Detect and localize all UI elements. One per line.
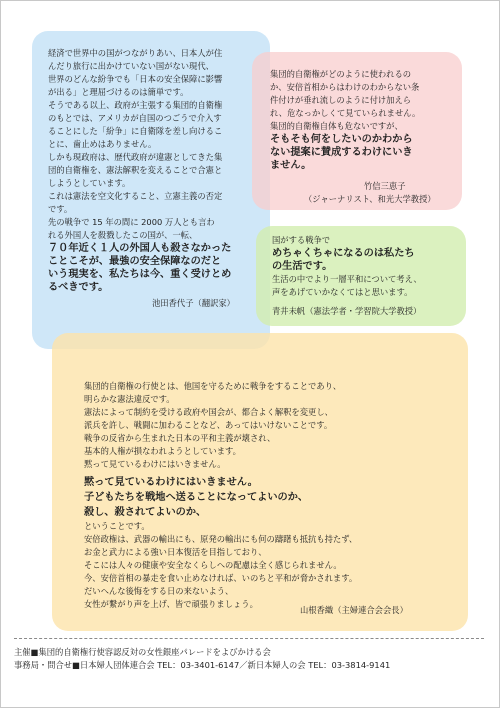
pink-text-line: 集団的自衛権自体も危ないですが、 <box>270 121 403 131</box>
footer-contact: 事務局・問合せ■日本婦人団体連合会 TEL：03-3401-6147／新日本婦人の会 TEL：03-3814-9141 <box>14 660 391 670</box>
pink-signature-title: （ジャーナリスト、和光大学教授） <box>304 194 436 204</box>
yellow-text-line: 基本的人権が損なわれようとしています。 <box>84 446 241 456</box>
blue-bold-line: いう現実を、私たちは今、重く受けとめ <box>48 269 232 280</box>
yellow-text-line: 集団的自衛権の行使とは、他国を守るために戦争をすることであり、 <box>84 381 342 391</box>
yellow-text-line: そこには人々の健康や安全なくらしへの配慮は全く感じられません。 <box>84 560 342 570</box>
yellow-text-line: 今、安倍首相の暴走を食い止めなければ、いのちと平和が脅かされます。 <box>84 573 358 583</box>
yellow-bold-line: 黙って見ているわけにはいきません。 <box>84 477 258 488</box>
blue-bold-line: ７０年近く１人の外国人も殺さなかった <box>48 243 232 254</box>
blue-bold-line: ことこそが、最強の安全保障なのだと <box>48 256 222 267</box>
blue-text-line: 世界のどんな紛争でも「日本の安全保障に影響 <box>48 74 223 84</box>
footer-organizer: 主催■集団的自衛権行使容認反対の女性銀座パレードをよびかける会 <box>14 647 271 657</box>
pink-bold-line: そもそも何をしたいのかわから <box>270 134 413 145</box>
blue-text-line: が出る」と理屈づけるのは簡単です。 <box>48 87 189 97</box>
yellow-text-line: ということです。 <box>84 521 150 531</box>
green-bold-line: の生活です。 <box>272 261 333 272</box>
yellow-bold-line: 子どもたちを戦地へ送ることになってよいのか、 <box>84 492 309 503</box>
green-signature: 青井未帆（憲法学者・学習院大学教授） <box>272 306 422 316</box>
footer <box>14 638 484 672</box>
yellow-text-line: だいへんな後悔をする日の来ないよう、 <box>84 586 234 596</box>
yellow-box-text <box>84 380 357 611</box>
pink-text-line: れ、危なっかしくて見ていられません。 <box>270 108 421 118</box>
blue-text-line: のもとでは、アメリカが自国のつごうで介入す <box>48 113 222 123</box>
blue-text-line: しかも現政府は、歴代政府が違憲としてきた集 <box>48 152 223 162</box>
green-bold-line: めちゃくちゃになるのは私たち <box>272 248 415 259</box>
yellow-text-line: 女性が繋がり声を上げ、皆で頑張りましょう。 <box>84 599 258 609</box>
blue-box-text <box>48 47 231 294</box>
pink-text-line: 集団的自衛権がどのように使われるの <box>270 69 412 79</box>
blue-text-line: れる外国人を殺戮したこの国が、一転、 <box>48 230 198 240</box>
yellow-text-line: 明らかな憲法違反です。 <box>84 394 175 404</box>
blue-text-line: 団的自衛権を、憲法解釈を変えることで合憲と <box>48 165 223 175</box>
blue-text-line: ることにした「紛争」に自衛隊を差し向けるこ <box>48 126 223 136</box>
pink-text-line: か、安倍首相からはわけのわからない条 <box>270 82 420 92</box>
blue-text-line: です。 <box>48 204 73 214</box>
pink-signature-name: 竹信三恵子 <box>364 181 406 191</box>
green-text-line: 声をあげていかなくてはと思います。 <box>272 287 413 297</box>
yellow-text-line: 憲法によって制約を受ける政府や国会が、都合よく解釈を変更し、 <box>84 407 333 417</box>
yellow-signature: 山根香織（主婦連合会会長） <box>300 605 408 615</box>
blue-text-line: 先の戦争で 15 年の間に 2000 万人とも言わ <box>48 217 215 227</box>
yellow-text-line: お金と武力による強い日本復活を目指しており、 <box>84 547 267 557</box>
pink-box-text <box>270 68 420 172</box>
pink-text-line: 件付けが垂れ流しのように付け加えら <box>270 95 412 105</box>
blue-text-line: んだり旅行に出かけていない国がない現代、 <box>48 61 214 71</box>
green-lead-line: 国がする戦争で <box>272 235 331 245</box>
blue-text-line: しようとしています。 <box>48 178 131 188</box>
blue-text-line: とに、歯止めはありません。 <box>48 139 157 149</box>
pink-bold-line: ません。 <box>270 160 312 171</box>
green-box-text <box>272 234 422 299</box>
yellow-bold-line: 殺し、殺されてよいのか、 <box>84 507 207 518</box>
yellow-text-line: 黙って見ているわけにはいきません。 <box>84 459 226 469</box>
blue-text-line: これは憲法を空文化すること、立憲主義の否定 <box>48 191 223 201</box>
blue-text-line: 経済で世界中の国がつながりあい、日本人が住 <box>48 48 223 58</box>
yellow-text-line: 安倍政権は、武器の輸出にも、原発の輸出にも何の躊躇も抵抗も持たず、 <box>84 534 358 544</box>
pink-bold-line: ない提案に賛成するわけにいき <box>270 147 413 158</box>
yellow-text-line: 戦争の反省から生まれた日本の平和主義が壊され、 <box>84 433 276 443</box>
blue-signature: 池田香代子（翻訳家） <box>152 298 235 308</box>
blue-text-line: そうである以上、政府が主張する集団的自衛権 <box>48 100 223 110</box>
yellow-text-line: 派兵を許し、戦闘に加わることなど、あってはいけないことです。 <box>84 420 333 430</box>
green-text-line: 生活の中でより一層平和について考え、 <box>272 274 422 284</box>
blue-bold-line: るべきです。 <box>48 282 109 293</box>
